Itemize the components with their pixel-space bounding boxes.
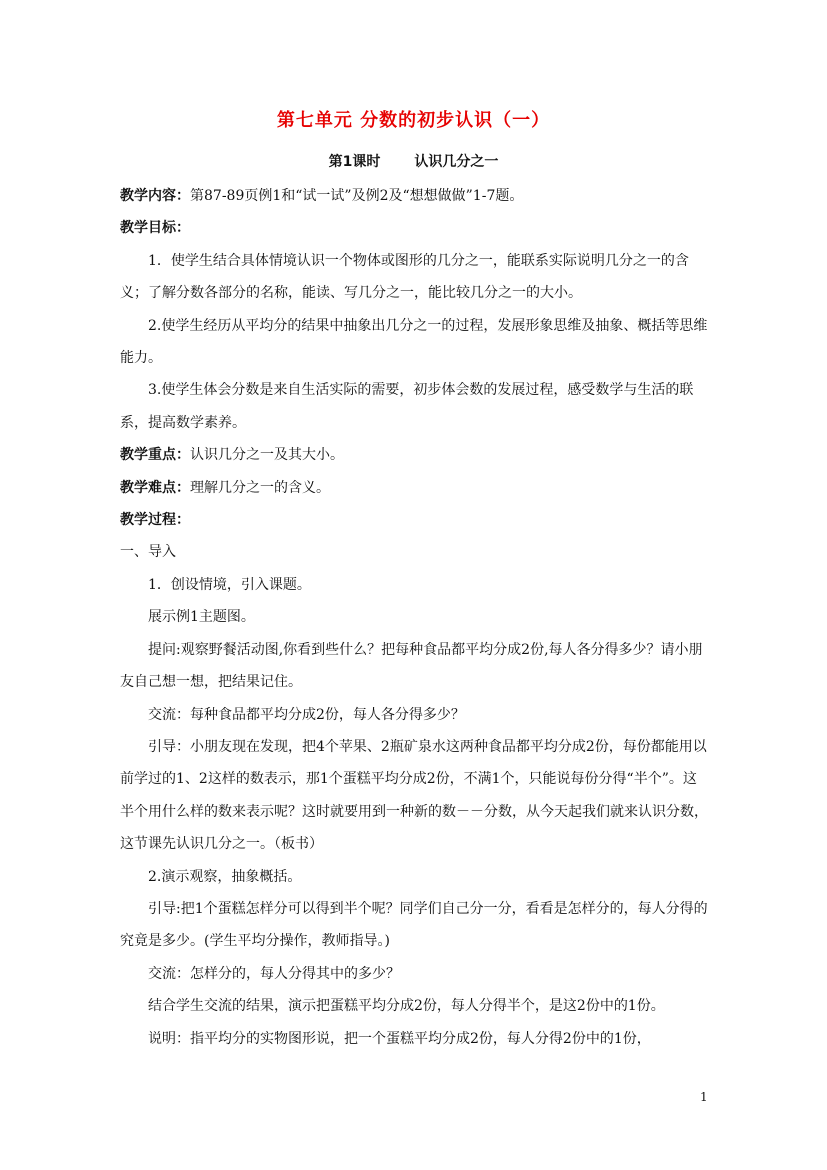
unit-title: 第七单元 分数的初步认识（一） <box>276 110 551 131</box>
key-text: 认识几分之一及其大小。 <box>190 447 344 464</box>
difficulty-label: 教学难点： <box>120 479 190 496</box>
document-body <box>120 180 710 1055</box>
ask-text: 提问:观察野餐活动图,你看到些什么？把每种食品都平均分成2份,每人各分得多少？请小朋友自己想一想，把结果记住。 <box>120 641 703 691</box>
goal-3: 3.使学生体会分数是来自生活实际的需要，初步体会数的发展过程，感受数学与生活的联系，提高数学素养。 <box>120 382 694 431</box>
process-label: 教学过程： <box>120 512 190 529</box>
step-1: 1．创设情境，引入课题。 <box>148 576 311 593</box>
show-text: 展示例1主题图。 <box>148 609 255 626</box>
teaching-key <box>120 439 710 471</box>
lesson-topic: 认识几分之一 <box>414 154 499 170</box>
goals-label: 教学目标： <box>120 220 190 237</box>
lesson-subtitle <box>0 151 827 171</box>
section-intro: 一、导入 <box>120 544 176 561</box>
guide-1: 引导：小朋友现在发现，把4个苹果、2瓶矿泉水这两种食品都平均分成2份，每份都能用以前学过的1、2这样的数表示，那1个蛋糕平均分成2份，不满1个，只能说每份分得“半个”。这半个用什么样的数来表示呢？这时就要用到一种新的数－－分数，从今天起我们就来认识分数，这节课先认识几分之一。（板书） <box>120 738 708 853</box>
exchange-2: 交流：怎样分的，每人分得其中的多少？ <box>148 965 400 982</box>
page-number: 1 <box>700 1090 708 1104</box>
content-text: 第87-89页例1和“试一试”及例2及“想想做做”1-7题。 <box>190 188 524 204</box>
difficulty-text: 理解几分之一的含义。 <box>190 479 330 496</box>
lesson-number: 第1课时 <box>328 154 381 170</box>
step-2: 2.演示观察，抽象概括。 <box>148 868 302 885</box>
teaching-difficulty <box>120 472 710 504</box>
key-label: 教学重点： <box>120 447 190 464</box>
exchange-1: 交流：每种食品都平均分成2份，每人各分得多少？ <box>148 706 465 723</box>
content-label: 教学内容： <box>120 188 190 204</box>
combine-text: 结合学生交流的结果，演示把蛋糕平均分成2份，每人分得半个，是这2份中的1份。 <box>148 998 665 1015</box>
goal-1: 1．使学生结合具体情境认识一个物体或图形的几分之一，能联系实际说明几分之一的含义；了解分数各部分的名称，能读、写几分之一，能比较几分之一的大小。 <box>120 252 689 302</box>
explain-text: 说明：指平均分的实物图形说，把一个蛋糕平均分成2份，每人分得2份中的1份， <box>148 1030 651 1047</box>
guide-2: 引导:把1个蛋糕怎样分可以得到半个呢？同学们自己分一分，看看是怎样分的，每人分得的究竟是多少。(学生平均分操作，教师指导。) <box>120 900 708 950</box>
teaching-content <box>120 180 710 212</box>
goal-2: 2.使学生经历从平均分的结果中抽象出几分之一的过程，发展形象思维及抽象、概括等思维能力。 <box>120 317 708 367</box>
